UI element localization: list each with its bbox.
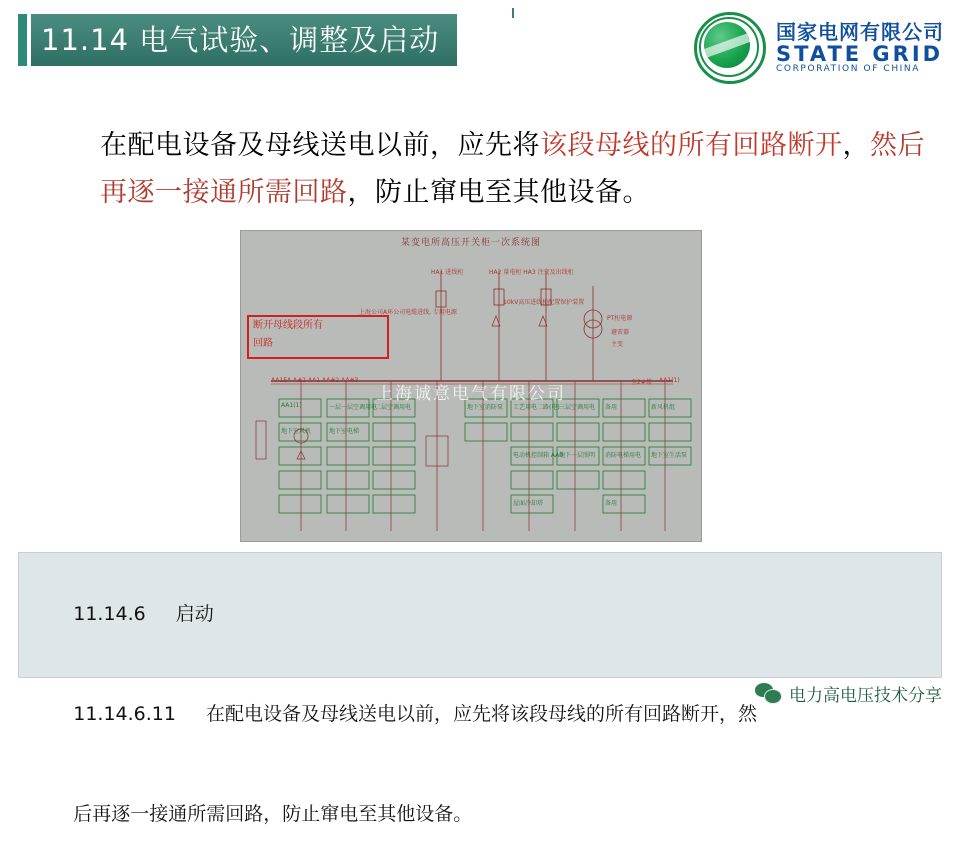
clause-text-3: 后再逐一接通所需回路，防止窜电至其他设备。 bbox=[73, 803, 472, 825]
figure-callout-line-1: 断开母线段所有 bbox=[249, 317, 387, 335]
single-line-diagram-figure bbox=[240, 230, 702, 542]
clause-line-3 bbox=[37, 765, 923, 864]
logo-company-name-cn: 国家电网有限公司 bbox=[776, 22, 944, 43]
clause-text-2: 在配电设备及母线送电以前，应先将该段母线的所有回路断开，然 bbox=[206, 703, 757, 725]
figure-load-label-11: 电动机控制箱 AA0 bbox=[513, 450, 563, 459]
paragraph-highlight-2: 然后再逐一接通所需回路 bbox=[100, 130, 925, 208]
figure-load-label-3: 一层一层空调用电 bbox=[329, 402, 377, 411]
footer-wechat-badge bbox=[755, 681, 942, 706]
paragraph-part-3: ， bbox=[843, 130, 871, 161]
title-tick-mark bbox=[512, 8, 514, 18]
figure-load-label-8: 三层空调用电 bbox=[559, 402, 595, 411]
figure-label-panel-codes: AA1EA A#2 AA1 AA#2 AA#3 bbox=[271, 377, 358, 384]
figure-label-arrester: 避雷器 bbox=[611, 327, 629, 336]
clause-number-2: 11.14.6.11 bbox=[73, 703, 176, 725]
figure-load-label-13: 消防电梯用电 bbox=[605, 450, 641, 459]
clause-note-box bbox=[18, 552, 942, 678]
figure-load-label-1: AA1(1) bbox=[281, 402, 302, 409]
figure-load-label-12: 地下一层照明 bbox=[559, 450, 595, 459]
figure-load-label-7: 工艺用电二路(电) bbox=[513, 402, 560, 411]
figure-label-protection-note: 10kV高压进线柜配置保护装置 bbox=[503, 297, 584, 306]
logo-text-block bbox=[776, 22, 944, 74]
clause-text-1: 启动 bbox=[176, 603, 214, 625]
main-paragraph bbox=[100, 122, 930, 217]
figure-load-label-9: 备用 bbox=[605, 402, 617, 411]
figure-title: 某变电所高压开关柜一次系统图 bbox=[241, 235, 701, 248]
figure-load-label-15: 备用 bbox=[605, 498, 617, 507]
figure-label-pt-source: PT柜电源 bbox=[607, 313, 632, 322]
figure-label-main-transformer: 主变 bbox=[611, 339, 623, 348]
figure-watermark: 上海诚意电气有限公司 bbox=[241, 379, 701, 404]
figure-label-to-building-2: 至2#楼 bbox=[631, 377, 652, 386]
paragraph-part-5: ，防止窜电至其他设备。 bbox=[348, 177, 651, 208]
figure-callout-box bbox=[247, 315, 389, 359]
clause-number-1: 11.14.6 bbox=[73, 603, 146, 625]
figure-load-label-14: 地下室生活泵 bbox=[651, 450, 687, 459]
figure-label-ha1: HA1 进线柜 bbox=[431, 267, 463, 276]
title-accent-bar bbox=[18, 14, 27, 66]
state-grid-logo bbox=[694, 12, 944, 84]
figure-label-incoming-note: 上海公司A环公司电缆进线, 专用电源 bbox=[359, 307, 457, 316]
footer-account-name: 电力高电压技术分享 bbox=[789, 681, 942, 706]
figure-label-panel-aa11: AA1(1) bbox=[659, 377, 680, 384]
figure-load-label-5: 二层空调用电 bbox=[375, 402, 411, 411]
figure-load-label-2: 地下室风机 bbox=[281, 426, 311, 435]
figure-callout-line-2: 回路 bbox=[249, 335, 387, 353]
paragraph-part-1: 在配电设备及母线送电以前，应先将 bbox=[100, 130, 540, 161]
clause-line-2 bbox=[37, 665, 923, 765]
state-grid-globe-icon bbox=[694, 12, 766, 84]
figure-load-label-6: 地下室消防泵 bbox=[467, 402, 503, 411]
logo-company-sub-en: CORPORATION OF CHINA bbox=[776, 65, 944, 74]
logo-company-name-en: STATE GRID bbox=[776, 43, 944, 65]
wechat-icon bbox=[755, 683, 781, 704]
paragraph-highlight-1: 该段母线的所有回路断开 bbox=[540, 130, 843, 161]
figure-load-label-4: 地下室电梯 bbox=[329, 426, 359, 435]
clause-line-1 bbox=[37, 565, 923, 665]
figure-load-label-10: 新风机组 bbox=[651, 402, 675, 411]
page-title: 11.14 电气试验、调整及启动 bbox=[31, 14, 457, 66]
slide-title-bar bbox=[18, 14, 457, 66]
figure-load-label-16: 屋面冷却塔 bbox=[513, 498, 543, 507]
figure-label-ha2: HA2 量电柜 HA3 注变及出线柜 bbox=[489, 267, 574, 276]
